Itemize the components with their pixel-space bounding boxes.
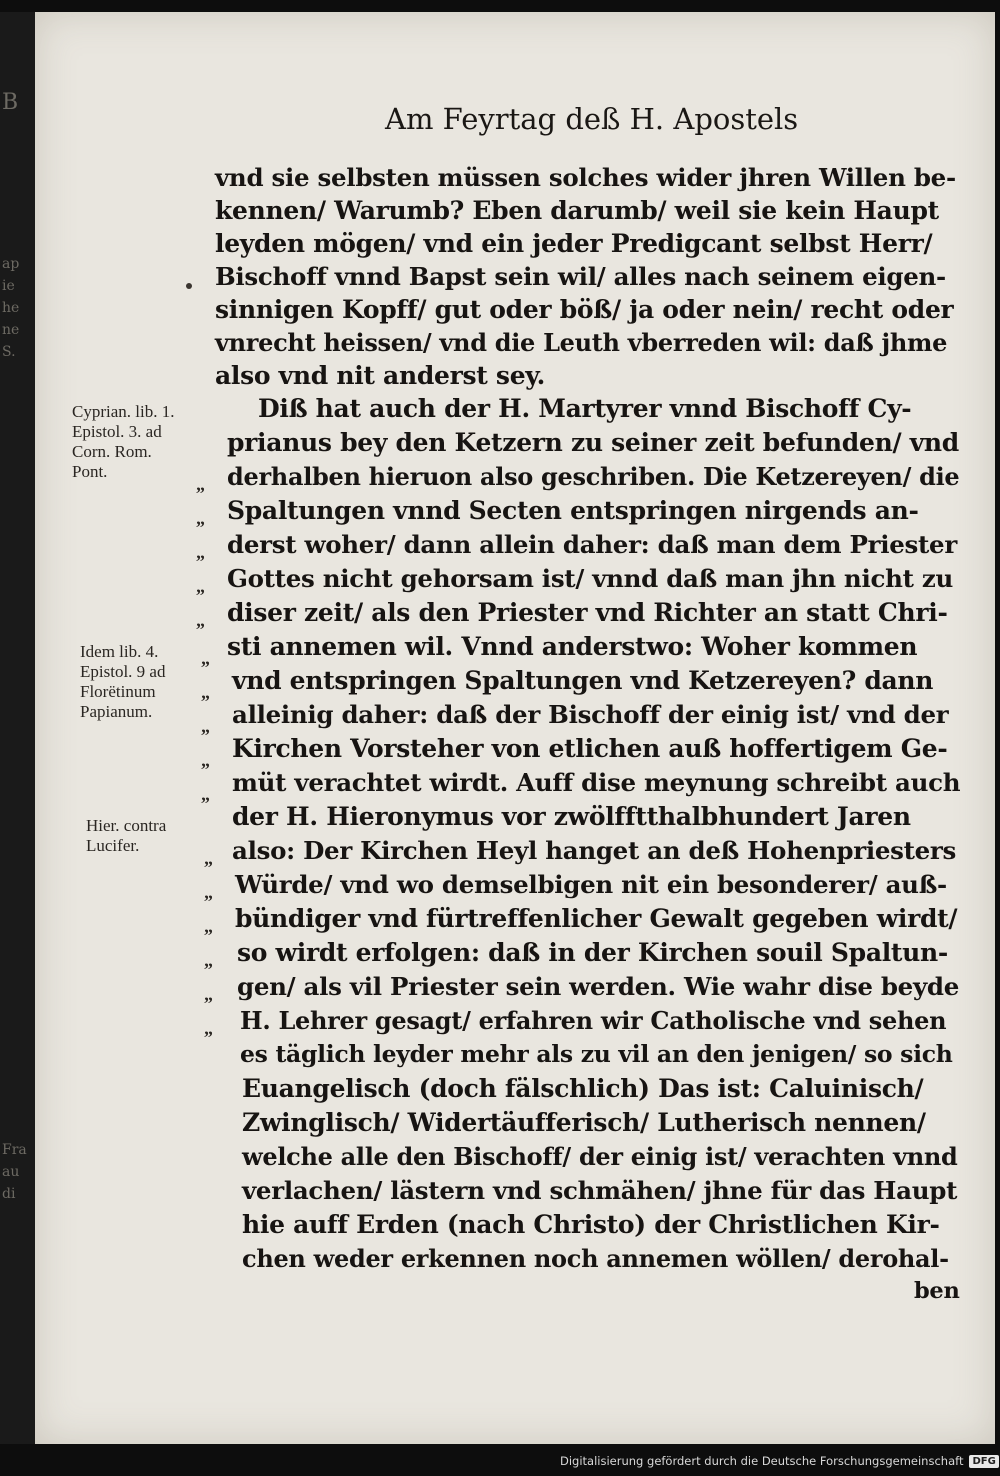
margin-note-line: Florëtinum [80,682,156,701]
margin-note-cyprian [72,402,174,482]
body-line: ben [914,1278,960,1304]
body-line: bündiger vnd fürtreffenlicher Gewalt gegeben wirdt/ [235,904,958,933]
body-line: diser zeit/ als den Priester vnd Richter an statt Chri- [227,598,948,627]
body-line: vnrecht heissen/ vnd die Leuth vberreden wil: daß jhme [215,328,948,357]
quote-mark: „ [201,682,210,702]
prev-fragment: ie [2,278,15,294]
body-line: Diß hat auch der H. Martyrer vnnd Bischoff Cy- [258,394,912,423]
body-line: Zwinglisch/ Widertäufferisch/ Lutherisch nennen/ [242,1108,926,1137]
body-line: gen/ als vil Priester sein werden. Wie wahr dise beyde [237,972,960,1001]
running-head: Am Feyrtag deß H. Apostels [385,102,799,136]
body-line: vnd sie selbsten müssen solches wider jhren Willen be- [215,163,956,192]
quote-mark: „ [201,784,210,804]
margin-note-line: Epistol. 3. ad [72,422,162,441]
previous-page-edge [0,12,35,1444]
prev-fragment: au [2,1164,20,1180]
margin-note-idem [80,642,165,722]
quote-mark: „ [204,984,213,1004]
prev-fragment: he [2,300,20,316]
body-line: also: Der Kirchen Heyl hanget an deß Hohenpriesters [232,836,957,865]
body-line: prianus bey den Ketzern zu seiner zeit befunden/ vnd [227,428,959,457]
body-line: es täglich leyder mehr als zu vil an den jenigen/ so sich [240,1040,953,1068]
quote-mark: „ [204,882,213,902]
quote-mark: „ [204,848,213,868]
quote-mark: „ [196,610,205,630]
body-line: hie auff Erden (nach Christo) der Christlichen Kir- [242,1210,940,1239]
body-line: Euangelisch (doch fälschlich) Das ist: Caluinisch/ [242,1074,924,1103]
margin-note-line: Idem lib. 4. [80,642,159,661]
body-line: Bischoff vnnd Bapst sein wil/ alles nach seinem eigen- [215,262,946,291]
body-line: kennen/ Warumb? Eben darumb/ weil sie kein Haupt [215,196,939,225]
body-line: alleinig daher: daß der Bischoff der einig ist/ vnd der [232,700,949,729]
quote-mark: „ [204,916,213,936]
body-line: chen weder erkennen noch annemen wöllen/ derohal- [242,1244,949,1273]
margin-note-line: Cyprian. lib. 1. [72,402,175,421]
body-line: H. Lehrer gesagt/ erfahren wir Catholische vnd sehen [240,1006,947,1035]
digitization-footer [560,1451,996,1471]
quote-mark: „ [201,716,210,736]
margin-note-line: Lucifer. [86,836,140,855]
body-line: müt verachtet wirdt. Auff dise meynung schreibt auch [232,768,961,797]
margin-note-line: Epistol. 9 ad [80,662,166,681]
quote-mark: „ [196,508,205,528]
quote-mark: „ [201,750,210,770]
prev-fragment: ne [2,322,20,338]
quote-mark: „ [196,542,205,562]
quote-mark: „ [204,1018,213,1038]
prev-fragment: Fra [2,1142,27,1158]
body-line: verlachen/ lästern vnd schmähen/ jhne für das Haupt [242,1176,958,1205]
body-line: so wirdt erfolgen: daß in der Kirchen souil Spaltun- [237,938,948,967]
prev-fragment: di [2,1186,16,1202]
prev-fragment: S. [2,344,16,360]
margin-note-line: Hier. contra [86,816,167,835]
body-line: Gottes nicht gehorsam ist/ vnnd daß man jhn nicht zu [227,564,953,593]
ink-dot [186,283,192,289]
body-line: leyden mögen/ vnd ein jeder Predigcant selbst Herr/ [215,229,933,258]
body-line: derhalben hieruon also geschriben. Die Ketzereyen/ die [227,462,960,491]
body-line: vnd entspringen Spaltungen vnd Ketzereyen? dann [232,666,934,695]
margin-note-line: Pont. [72,462,108,481]
body-line: derst woher/ dann allein daher: daß man dem Priester [227,530,957,559]
body-line: welche alle den Bischoff/ der einig ist/ verachten vnnd [242,1142,958,1171]
quote-mark: „ [204,950,213,970]
margin-note-line: Papianum. [80,702,153,721]
quote-mark: „ [196,576,205,596]
body-line: also vnd nit anderst sey. [215,361,546,390]
margin-note-hieronymus [86,816,166,856]
prev-fragment: ap [2,256,20,272]
body-line: Spaltungen vnnd Secten entspringen nirgends an- [227,496,919,525]
body-line: der H. Hieronymus vor zwölfftthalbhundert Jaren [232,802,911,831]
quote-mark: „ [201,648,210,668]
body-line: sinnigen Kopff/ gut oder böß/ ja oder nein/ recht oder [215,295,954,324]
quote-mark: „ [196,474,205,494]
body-line: Würde/ vnd wo demselbigen nit ein besonderer/ auß- [235,870,947,899]
margin-note-line: Corn. Rom. [72,442,152,461]
dfg-logo: DFG [969,1455,998,1468]
prev-fragment: B [2,90,19,115]
footer-text: Digitalisierung gefördert durch die Deutsche Forschungsgemeinschaft [560,1454,964,1468]
body-line: Kirchen Vorsteher von etlichen auß hoffertigem Ge- [232,734,948,763]
body-line: sti annemen wil. Vnnd anderstwo: Woher kommen [227,632,918,661]
